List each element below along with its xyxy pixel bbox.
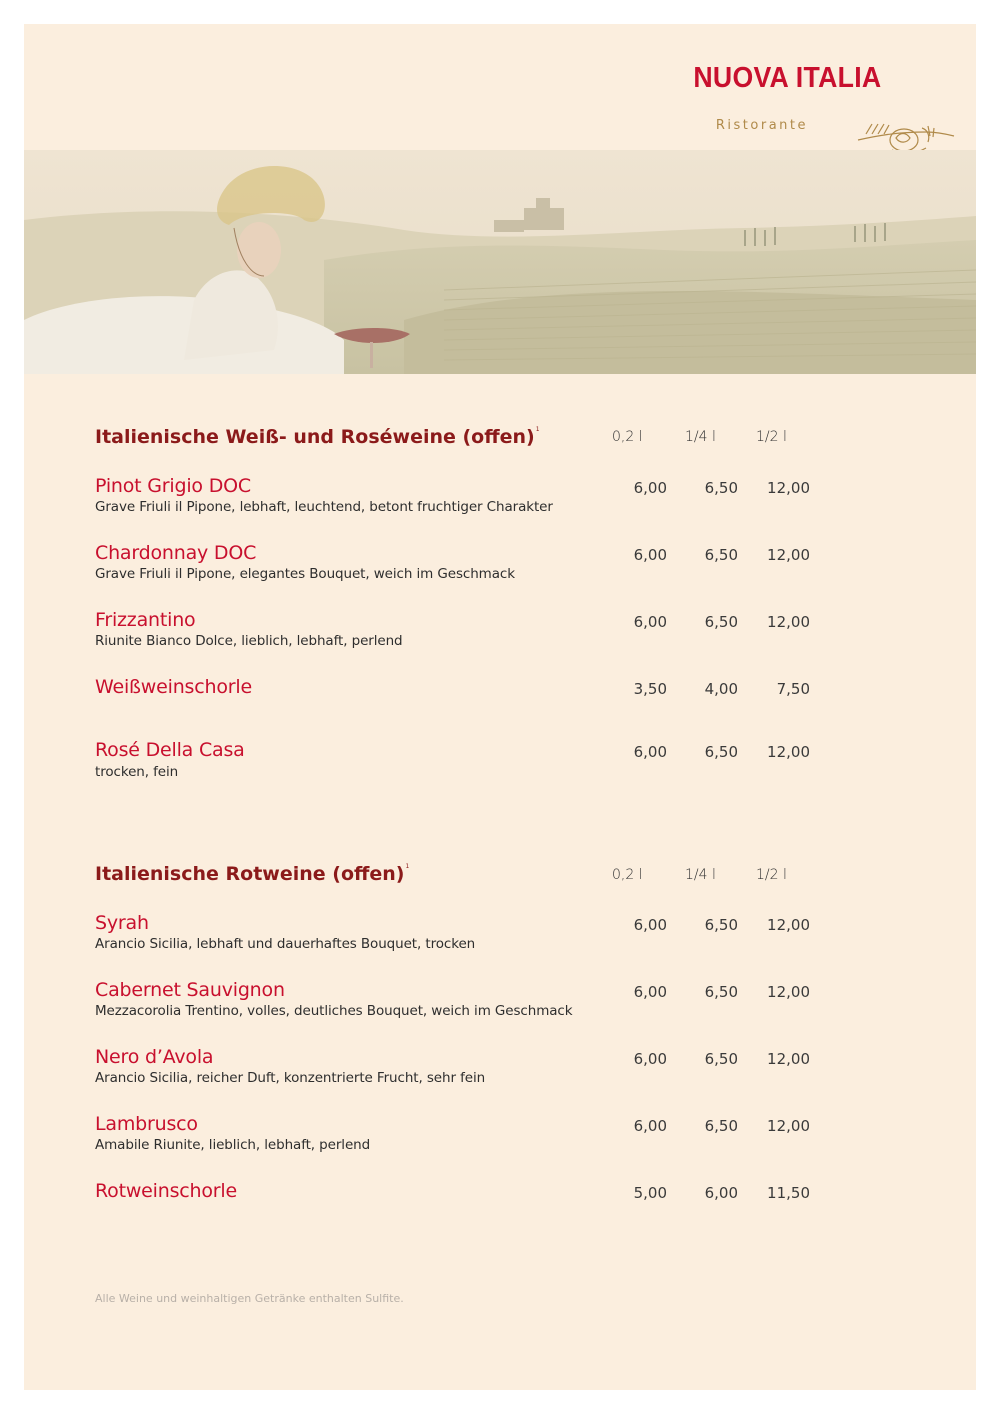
price-02l: 6,00 bbox=[633, 743, 667, 761]
price-14l: 6,50 bbox=[704, 613, 738, 631]
price-14l: 6,50 bbox=[704, 916, 738, 934]
section-title: Italienische Weiß- und Roséweine (offen)$^1$ bbox=[95, 426, 540, 448]
wine-name: Cabernet Sauvignon bbox=[95, 979, 285, 1001]
price-12l: 12,00 bbox=[767, 479, 810, 497]
price-14l: 6,50 bbox=[704, 983, 738, 1001]
wine-description: Arancio Sicilia, lebhaft und dauerhaftes Bouquet, trocken bbox=[95, 936, 476, 952]
wine-name: Syrah bbox=[95, 912, 149, 934]
price-02l: 6,00 bbox=[633, 983, 667, 1001]
brand-name: NUOVA ITALIA bbox=[692, 62, 881, 94]
column-header-12l: 1/2 l bbox=[756, 429, 787, 445]
wine-description: Mezzacorolia Trentino, volles, deutliches Bouquet, weich im Geschmack bbox=[95, 1003, 573, 1019]
price-12l: 12,00 bbox=[767, 546, 810, 564]
wine-name: Lambrusco bbox=[95, 1113, 198, 1135]
column-header-02l: 0,2 l bbox=[612, 867, 643, 883]
price-12l: 12,00 bbox=[767, 1050, 810, 1068]
price-02l: 6,00 bbox=[633, 1117, 667, 1135]
menu-page bbox=[24, 24, 976, 1390]
price-12l: 12,00 bbox=[767, 1117, 810, 1135]
wine-name: Frizzantino bbox=[95, 609, 196, 631]
wine-name: Rotweinschorle bbox=[95, 1180, 237, 1202]
wine-name: Chardonnay DOC bbox=[95, 542, 257, 564]
price-02l: 6,00 bbox=[633, 546, 667, 564]
column-header-02l: 0,2 l bbox=[612, 429, 643, 445]
price-02l: 5,00 bbox=[633, 1184, 667, 1202]
column-header-12l: 1/2 l bbox=[756, 867, 787, 883]
price-02l: 6,00 bbox=[633, 1050, 667, 1068]
price-12l: 12,00 bbox=[767, 613, 810, 631]
wine-name: Nero d’Avola bbox=[95, 1046, 214, 1068]
wine-description: Grave Friuli il Pipone, lebhaft, leuchtend, betont fruchtiger Charakter bbox=[95, 499, 553, 515]
price-12l: 12,00 bbox=[767, 983, 810, 1001]
price-14l: 6,50 bbox=[704, 1117, 738, 1135]
wine-description: trocken, fein bbox=[95, 764, 179, 780]
price-14l: 6,50 bbox=[704, 1050, 738, 1068]
price-14l: 6,50 bbox=[704, 743, 738, 761]
price-02l: 6,00 bbox=[633, 613, 667, 631]
price-12l: 12,00 bbox=[767, 916, 810, 934]
wine-description: Riunite Bianco Dolce, lieblich, lebhaft, perlend bbox=[95, 633, 403, 649]
wine-name: Pinot Grigio DOC bbox=[95, 475, 251, 497]
price-14l: 6,00 bbox=[704, 1184, 738, 1202]
price-14l: 6,50 bbox=[704, 546, 738, 564]
wine-name: Weißweinschorle bbox=[95, 676, 252, 698]
price-02l: 6,00 bbox=[633, 916, 667, 934]
vineyard-painting-banner bbox=[24, 150, 976, 374]
wine-description: Arancio Sicilia, reicher Duft, konzentrierte Frucht, sehr fein bbox=[95, 1070, 486, 1086]
column-header-14l: 1/4 l bbox=[685, 867, 716, 883]
wine-name: Rosé Della Casa bbox=[95, 739, 245, 761]
sulfite-footnote: Alle Weine und weinhaltigen Getränke enthalten Sulfite. bbox=[95, 1292, 404, 1305]
price-12l: 11,50 bbox=[767, 1184, 810, 1202]
price-12l: 12,00 bbox=[767, 743, 810, 761]
section-title: Italienische Rotweine (offen)$^1$ bbox=[95, 863, 410, 885]
price-02l: 3,50 bbox=[633, 680, 667, 698]
price-12l: 7,50 bbox=[776, 680, 810, 698]
price-02l: 6,00 bbox=[633, 479, 667, 497]
brand-subtitle: Ristorante bbox=[715, 118, 808, 133]
column-header-14l: 1/4 l bbox=[685, 429, 716, 445]
wine-description: Grave Friuli il Pipone, elegantes Bouquet, weich im Geschmack bbox=[95, 566, 515, 582]
price-14l: 4,00 bbox=[704, 680, 738, 698]
price-14l: 6,50 bbox=[704, 479, 738, 497]
wine-description: Amabile Riunite, lieblich, lebhaft, perlend bbox=[95, 1137, 371, 1153]
